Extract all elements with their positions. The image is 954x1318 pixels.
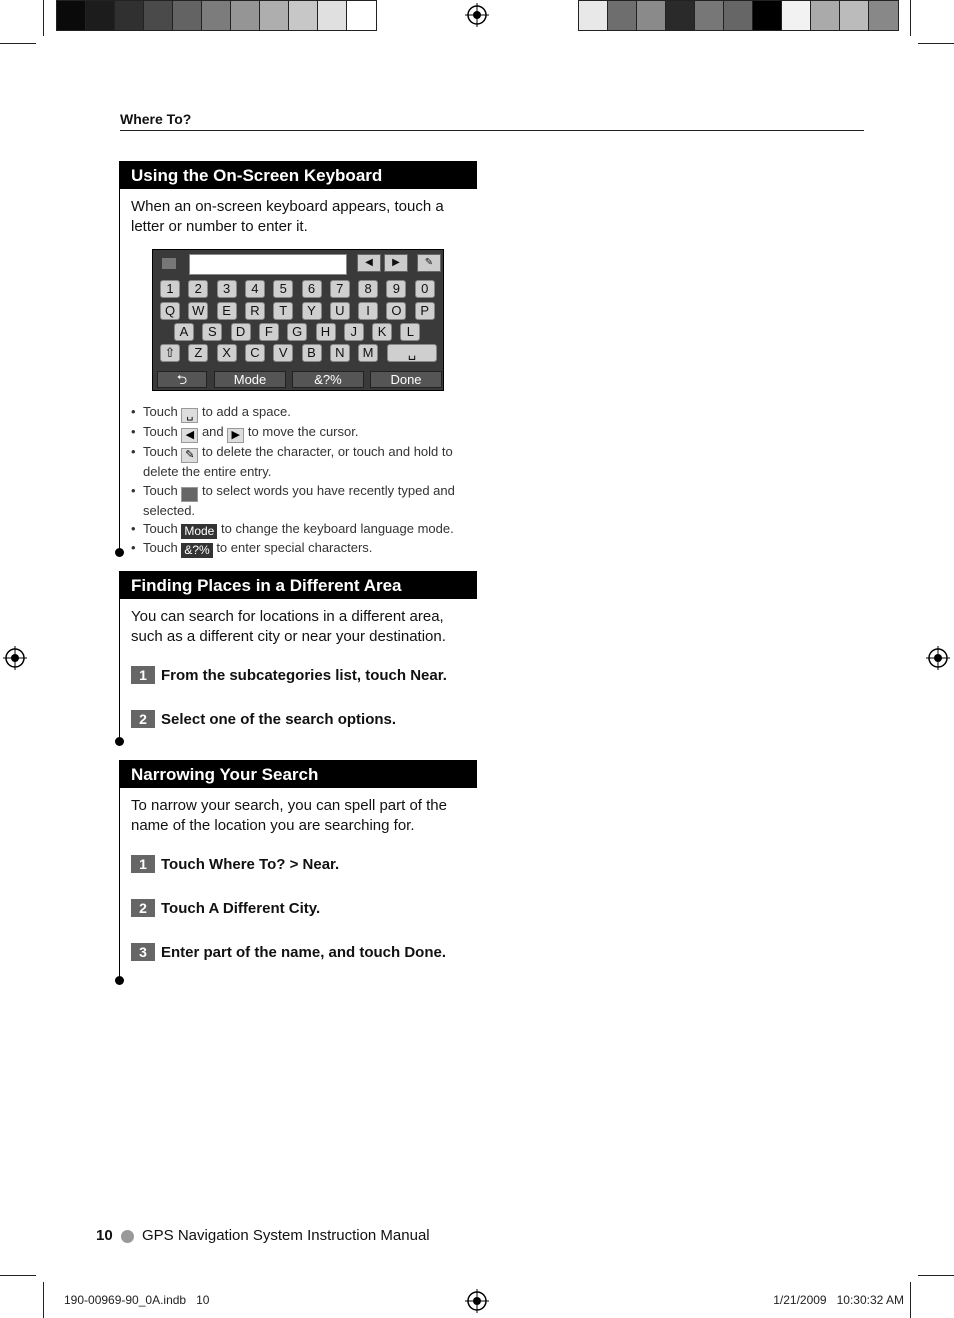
crop-mark <box>0 43 36 44</box>
slug-file: 190-00969-90_0A.indb 10 <box>64 1293 210 1307</box>
letter-key: C <box>245 344 265 362</box>
letter-key: Y <box>302 302 322 320</box>
crop-mark <box>918 43 954 44</box>
list-item: • Touch ▪ to select words you have recently typed and selected. <box>131 482 471 521</box>
section-end-dot <box>115 548 124 557</box>
step-text: From the subcategories list, touch Near. <box>161 666 447 684</box>
list-item: • Touch ␣ to add a space. <box>131 403 471 423</box>
keyboard-bullet-list <box>131 403 471 558</box>
registration-mark-icon <box>465 3 489 27</box>
manual-title: GPS Navigation System Instruction Manual <box>142 1227 430 1244</box>
recent-words-icon: ▪ <box>181 487 198 502</box>
symbols-key: &?% <box>292 371 364 388</box>
letter-key: W <box>188 302 208 320</box>
step-text: Touch A Different City. <box>161 899 321 917</box>
step <box>131 710 396 728</box>
step-number: 2 <box>131 710 155 728</box>
crop-mark <box>0 1275 36 1276</box>
folder-icon <box>162 258 176 269</box>
section-end-dot <box>115 737 124 746</box>
number-key: 3 <box>217 280 237 298</box>
page-number: 10 <box>96 1227 113 1244</box>
list-item: • Touch ✎ to delete the character, or touch and hold to delete the entire entry. <box>131 443 471 482</box>
registration-mark-icon <box>926 646 950 670</box>
delete-icon: ✎ <box>417 254 441 272</box>
number-key: 0 <box>415 280 435 298</box>
step <box>131 855 339 873</box>
color-bar-left <box>56 0 377 31</box>
keyboard-text-field <box>189 254 347 275</box>
list-item: • Touch &?% to enter special characters. <box>131 539 471 558</box>
letter-key: Q <box>160 302 180 320</box>
letter-key: K <box>372 323 392 341</box>
number-key: 7 <box>330 280 350 298</box>
space-icon: ␣ <box>181 408 198 423</box>
left-arrow-icon: ◀ <box>181 428 198 443</box>
back-key: ⮌ <box>157 371 207 388</box>
letter-key: D <box>231 323 251 341</box>
number-key: 9 <box>386 280 406 298</box>
step <box>131 666 447 684</box>
color-bar-right <box>578 0 899 31</box>
done-key: Done <box>370 371 442 388</box>
mode-icon: Mode <box>181 524 217 539</box>
number-key: 5 <box>273 280 293 298</box>
letter-key: H <box>316 323 336 341</box>
letter-key: E <box>217 302 237 320</box>
running-head: Where To? <box>120 111 192 127</box>
step <box>131 943 446 961</box>
step-text: Enter part of the name, and touch Done. <box>161 943 447 961</box>
letter-key: B <box>302 344 322 362</box>
letter-key: T <box>273 302 293 320</box>
crop-mark <box>918 1275 954 1276</box>
section-intro: You can search for locations in a different area, such as a different city or near your destination. <box>131 608 446 645</box>
section-title: Finding Places in a Different Area <box>119 571 477 599</box>
letter-key: O <box>386 302 406 320</box>
registration-mark-icon <box>3 646 27 670</box>
keyboard-top-row <box>158 254 438 274</box>
letter-key: F <box>259 323 279 341</box>
letter-key: N <box>330 344 350 362</box>
crop-mark <box>910 1282 911 1318</box>
section-end-dot <box>115 976 124 985</box>
letter-key: L <box>400 323 420 341</box>
left-arrow-icon: ◀ <box>357 254 381 272</box>
number-key: 4 <box>245 280 265 298</box>
right-arrow-icon: ▶ <box>227 428 244 443</box>
letter-key: U <box>330 302 350 320</box>
letter-key: P <box>415 302 435 320</box>
running-head-rule <box>120 130 864 131</box>
letter-key: G <box>287 323 307 341</box>
section-rule <box>119 599 120 742</box>
step-number: 3 <box>131 943 155 961</box>
crop-mark <box>43 0 44 36</box>
letter-key: S <box>202 323 222 341</box>
shift-key: ⇧ <box>160 344 180 362</box>
crop-mark <box>910 0 911 36</box>
list-item: • Touch Mode to change the keyboard language mode. <box>131 520 471 539</box>
letter-key: V <box>273 344 293 362</box>
right-arrow-icon: ▶ <box>384 254 408 272</box>
space-key: ␣ <box>387 344 437 362</box>
section-rule <box>119 788 120 980</box>
step-number: 1 <box>131 855 155 873</box>
section-intro: When an on-screen keyboard appears, touch a letter or number to enter it. <box>131 198 444 235</box>
list-item: • Touch ◀ and ▶ to move the cursor. <box>131 423 471 443</box>
section-intro: To narrow your search, you can spell part of the name of the location you are searching for. <box>131 797 447 834</box>
slug-datetime: 1/21/2009 10:30:32 AM <box>773 1293 904 1307</box>
letter-key: Z <box>188 344 208 362</box>
symbols-icon: &?% <box>181 543 212 558</box>
delete-icon: ✎ <box>181 448 198 463</box>
letter-key: X <box>217 344 237 362</box>
letter-key: M <box>358 344 378 362</box>
keyboard-illustration <box>152 249 444 391</box>
section-rule <box>119 189 120 553</box>
letter-key: R <box>245 302 265 320</box>
crop-mark <box>43 1282 44 1318</box>
step-text: Select one of the search options. <box>161 710 397 728</box>
step <box>131 899 320 917</box>
mode-key: Mode <box>214 371 286 388</box>
number-key: 2 <box>188 280 208 298</box>
number-key: 1 <box>160 280 180 298</box>
step-text: Touch Where To? > Near. <box>161 855 340 873</box>
letter-key: J <box>344 323 364 341</box>
letter-key: I <box>358 302 378 320</box>
number-key: 8 <box>358 280 378 298</box>
letter-key: A <box>174 323 194 341</box>
section-title: Using the On-Screen Keyboard <box>119 161 477 189</box>
registration-mark-icon <box>465 1289 489 1313</box>
footer-dot <box>121 1230 134 1243</box>
section-title: Narrowing Your Search <box>119 760 477 788</box>
number-key: 6 <box>302 280 322 298</box>
step-number: 1 <box>131 666 155 684</box>
step-number: 2 <box>131 899 155 917</box>
